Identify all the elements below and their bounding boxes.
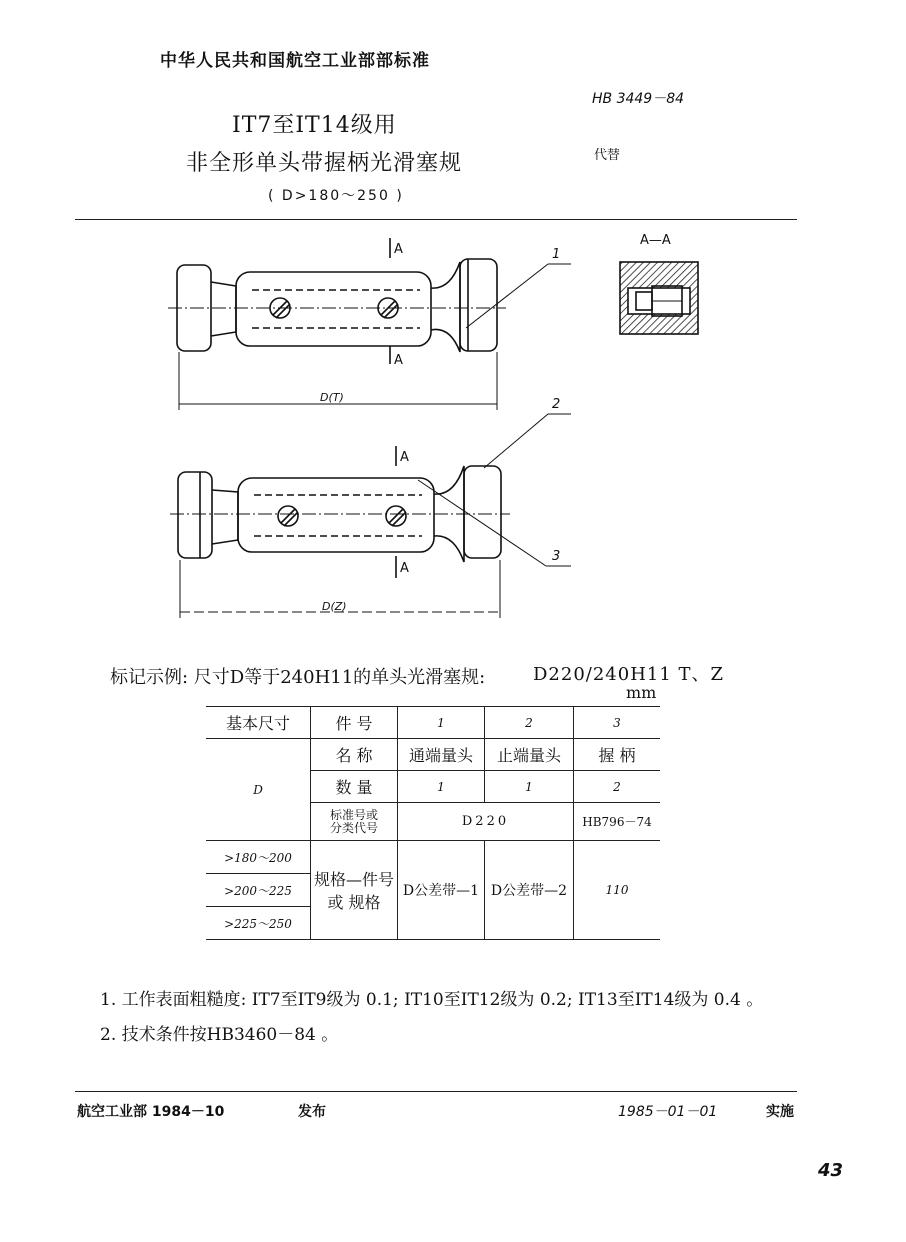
spec-label-line1: 规格—件号 (313, 870, 394, 889)
note-2: 2. 技术条件按HB3460－84 。 (100, 1025, 339, 1045)
replaces-label: 代替 (594, 148, 621, 163)
part-no-2: 2 (485, 707, 574, 739)
marking-example-code: D220/240H11 T、Z (533, 664, 725, 685)
cut-label: A (394, 353, 403, 368)
d-label: D (206, 739, 311, 841)
issuing-authority: 中华人民共和国航空工业部部标准 (160, 51, 430, 71)
name-1: 通端量头 (398, 739, 485, 771)
footer-issuer: 航空工业部 1984－10 (77, 1104, 225, 1120)
spec-label (311, 841, 398, 940)
gauge-view-2 (170, 414, 571, 618)
basic-size-header: 基本尺寸 (206, 707, 311, 739)
callout-3: 3 (552, 549, 561, 564)
name-3: 握 柄 (574, 739, 661, 771)
cut-label: A (400, 561, 409, 576)
qty-3: 2 (574, 771, 661, 803)
section-label: A—A (640, 233, 671, 248)
part-no-label: 件 号 (311, 707, 398, 739)
part-no-1: 1 (398, 707, 485, 739)
spec-2: D公差带—2 (485, 841, 574, 940)
name-label: 名 称 (311, 739, 398, 771)
footer-divider (75, 1091, 797, 1092)
cut-label: A (400, 450, 409, 465)
qty-2: 1 (485, 771, 574, 803)
name-2: 止端量头 (485, 739, 574, 771)
title-line-3: ( D>180～250 ) (268, 188, 404, 204)
note-1: 1. 工作表面粗糙度: IT7至IT9级为 0.1; IT10至IT12级为 0.2; IT13至IT14级为 0.4 。 (100, 990, 764, 1010)
cut-label: A (394, 242, 403, 257)
std-code-label-line1: 标准号或 (329, 807, 378, 822)
footer-issued: 发布 (298, 1104, 326, 1120)
page-number: 43 (818, 1160, 844, 1181)
spec-label-line2: 或 规格 (327, 893, 381, 912)
range-3: >225～250 (206, 907, 311, 940)
unit-label: mm (626, 683, 657, 702)
qty-label: 数 量 (311, 771, 398, 803)
standard-number: HB 3449－84 (592, 91, 685, 107)
dimension-label: D(Z) (322, 600, 347, 613)
dimension-label: D(T) (320, 391, 344, 404)
specification-table (206, 706, 660, 940)
gauge-view-1 (168, 238, 571, 410)
range-2: >200～225 (206, 874, 311, 907)
spec-1: D公差带—1 (398, 841, 485, 940)
footer-effective: 实施 (766, 1104, 794, 1120)
callout-1: 1 (552, 247, 561, 262)
std-code: D220 (398, 803, 574, 841)
std-code-label (311, 803, 398, 841)
callout-2: 2 (552, 397, 561, 412)
title-line-2: 非全形单头带握柄光滑塞规 (186, 151, 463, 176)
range-1: >180～200 (206, 841, 311, 874)
footer-effective-date: 1985－01－01 (618, 1104, 718, 1120)
section-a-a (620, 262, 698, 334)
title-line-1: IT7至IT14级用 (232, 113, 397, 138)
std-handle: HB796－74 (574, 803, 661, 841)
std-code-label-line2: 分类代号 (329, 820, 378, 835)
part-no-3: 3 (574, 707, 661, 739)
marking-example-label: 标记示例: 尺寸D等于240H11的单头光滑塞规: (110, 667, 486, 688)
spec-3: 110 (574, 841, 661, 940)
qty-1: 1 (398, 771, 485, 803)
